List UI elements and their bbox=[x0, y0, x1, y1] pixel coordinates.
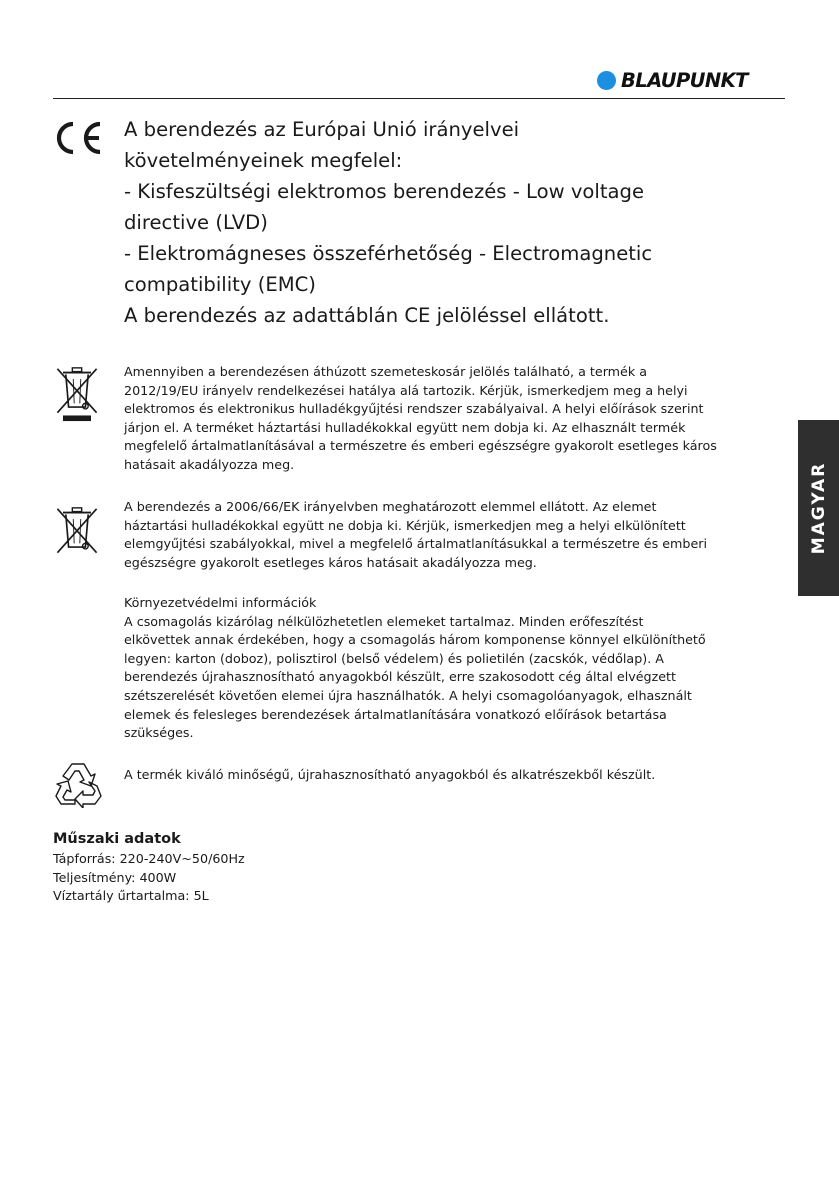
recycle-text: A termék kiváló minőségű, újrahasznosítható anyagokból és alkatrészekből készült. bbox=[124, 767, 656, 782]
ce-declaration bbox=[124, 114, 774, 331]
weee-line: hatásait akadályozza meg. bbox=[124, 456, 295, 472]
spec-line: Víztartály űrtartalma: 5L bbox=[53, 888, 209, 903]
weee-line: Amennyiben a berendezésen áthúzott szemeteskosár jelölés található, a termék a bbox=[124, 364, 648, 379]
ce-line: - Elektromágneses összeférhetőség - Electromagnetic bbox=[124, 242, 653, 265]
weee-notice bbox=[124, 363, 799, 475]
logo-dot-icon bbox=[597, 71, 616, 90]
environment-line: szükséges. bbox=[124, 725, 194, 741]
environment-heading: Környezetvédelmi információk bbox=[124, 595, 317, 610]
weee-line: járjon el. A terméket háztartási hulladékokkal együtt nem dobja ki. Az elhasznált termék bbox=[124, 419, 686, 435]
technical-specs bbox=[53, 829, 245, 906]
environment-line: elkövettek annak érdekében, hogy a csomagolás három komponense könnyel elkülöníthető bbox=[124, 632, 706, 648]
ce-mark-icon bbox=[53, 120, 105, 156]
crossed-bin-bar-icon bbox=[53, 366, 101, 422]
logo-text: BLAUPUNKT bbox=[621, 68, 748, 92]
battery-line: elemgyűjtési szabályokkal, mivel a megfelelő ártalmatlanításukkal a természetre és emberi bbox=[124, 536, 708, 552]
brand-logo bbox=[597, 67, 783, 93]
environment-info bbox=[124, 594, 799, 743]
spec-line: Tápforrás: 220-240V~50/60Hz bbox=[53, 851, 245, 866]
specs-title: Műszaki adatok bbox=[53, 831, 181, 847]
environment-line: legyen: karton (doboz), polisztirol (belső védelem) és polietilén (zacskók, védőlap). A bbox=[124, 650, 664, 666]
weee-line: megfelelő ártalmatlanításával a természetre és emberi egészségre gyakorolt esetleges káros bbox=[124, 438, 717, 454]
ce-line: A berendezés az adattáblán CE jelöléssel ellátott. bbox=[124, 304, 610, 327]
environment-line: elemek és felesleges berendezések ártalmatlanítására vonatkozó előírások betartása bbox=[124, 706, 667, 722]
ce-line: követelményeinek megfelel: bbox=[124, 149, 403, 172]
battery-line: A berendezés a 2006/66/EK irányelvben meghatározott elemmel ellátott. Az elemet bbox=[124, 499, 657, 514]
ce-line: A berendezés az Európai Unió irányelvei bbox=[124, 118, 520, 141]
recycle-notice bbox=[124, 766, 799, 785]
battery-line: egészségre gyakorolt esetleges káros hatásait akadályozza meg. bbox=[124, 554, 537, 570]
ce-line: - Kisfeszültségi elektromos berendezés - Low voltage bbox=[124, 180, 645, 203]
header-divider bbox=[53, 98, 785, 99]
language-tab-label: MAGYAR bbox=[808, 461, 829, 555]
battery-line: háztartási hulladékokkal együtt ne dobja ki. Kérjük, ismerkedjen meg a helyi elkülönített bbox=[124, 517, 686, 533]
environment-line: szétszerelését követően elemei újra használhatók. A helyi csomagolóanyagok, elhasznált bbox=[124, 687, 692, 703]
weee-line: elektromos és elektronikus hulladékgyűjtési rendszer szabályaival. A helyi előírások szerint bbox=[124, 401, 704, 417]
spec-line: Teljesítmény: 400W bbox=[53, 869, 177, 885]
environment-line: berendezés újrahasznosítható anyagokból készült, erre szakosodott cég által elvégzett bbox=[124, 669, 677, 685]
ce-line: directive (LVD) bbox=[124, 211, 268, 234]
ce-line: compatibility (EMC) bbox=[124, 273, 316, 296]
environment-line: A csomagolás kizárólag nélkülözhetetlen elemeket tartalmaz. Minden erőfeszítést bbox=[124, 613, 644, 629]
language-tab bbox=[798, 420, 839, 596]
weee-line: 2012/19/EU irányelv rendelkezései hatálya alá tartozik. Kérjük, ismerkedjem meg a helyi bbox=[124, 382, 688, 398]
crossed-bin-icon bbox=[53, 506, 101, 562]
battery-notice bbox=[124, 498, 799, 572]
recycle-icon bbox=[53, 760, 103, 808]
